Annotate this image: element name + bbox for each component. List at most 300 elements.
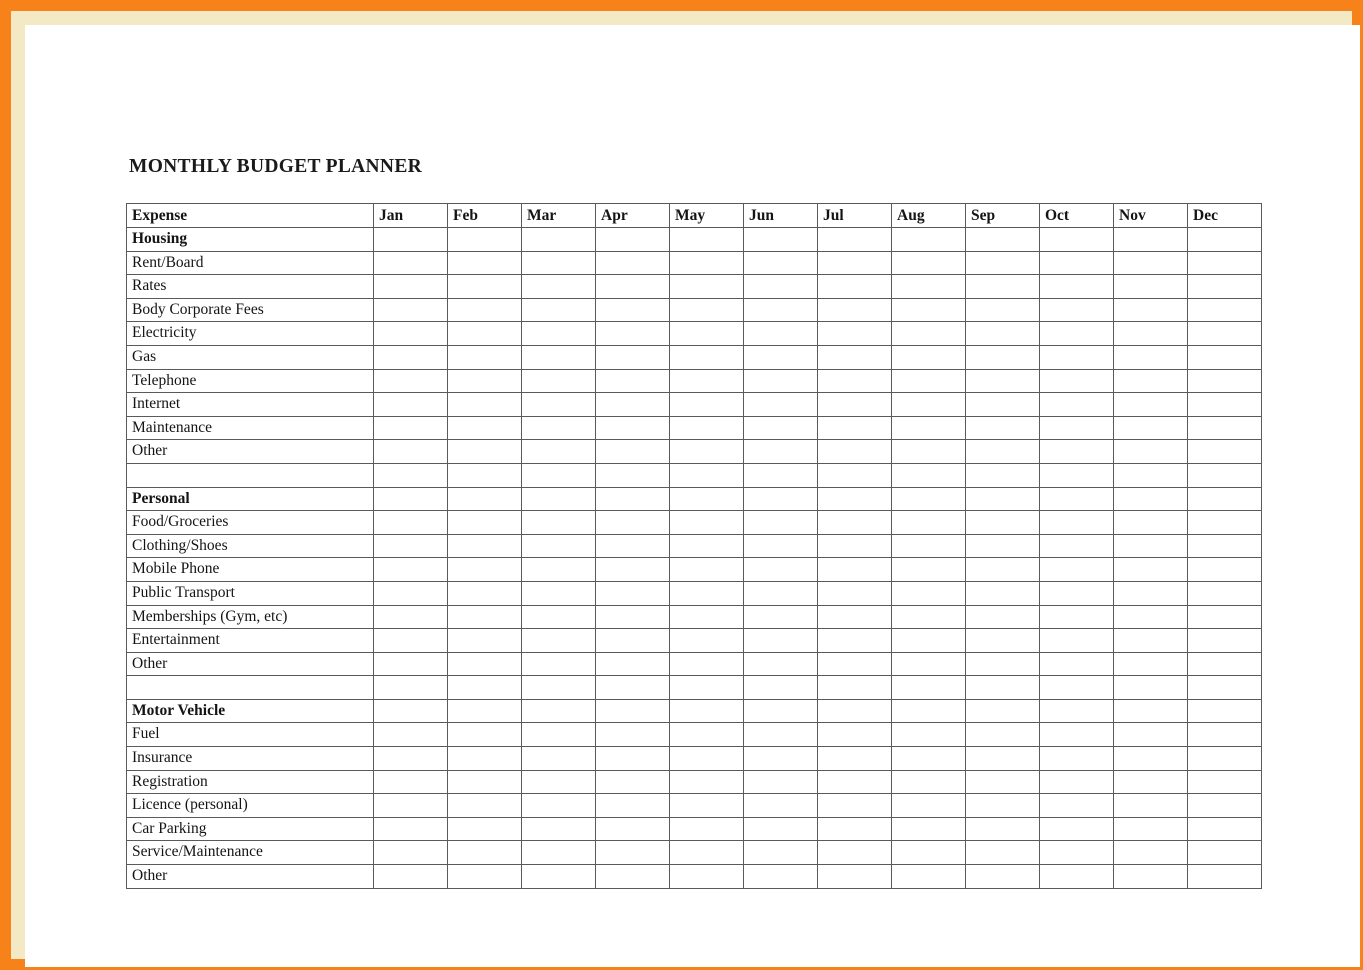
amount-cell-may[interactable]: [670, 393, 744, 417]
amount-cell-mar[interactable]: [522, 581, 596, 605]
amount-cell-apr[interactable]: [596, 747, 670, 771]
amount-cell-mar[interactable]: [522, 463, 596, 487]
amount-cell-may[interactable]: [670, 629, 744, 653]
amount-cell-oct[interactable]: [1040, 251, 1114, 275]
amount-cell-apr[interactable]: [596, 699, 670, 723]
amount-cell-may[interactable]: [670, 817, 744, 841]
amount-cell-sep[interactable]: [966, 676, 1040, 700]
amount-cell-dec[interactable]: [1188, 345, 1262, 369]
amount-cell-feb[interactable]: [448, 770, 522, 794]
amount-cell-mar[interactable]: [522, 699, 596, 723]
amount-cell-mar[interactable]: [522, 865, 596, 889]
amount-cell-may[interactable]: [670, 605, 744, 629]
amount-cell-nov[interactable]: [1114, 652, 1188, 676]
amount-cell-oct[interactable]: [1040, 794, 1114, 818]
amount-cell-jun[interactable]: [744, 487, 818, 511]
amount-cell-nov[interactable]: [1114, 817, 1188, 841]
amount-cell-aug[interactable]: [892, 511, 966, 535]
amount-cell-apr[interactable]: [596, 629, 670, 653]
amount-cell-jan[interactable]: [374, 275, 448, 299]
amount-cell-nov[interactable]: [1114, 770, 1188, 794]
amount-cell-apr[interactable]: [596, 581, 670, 605]
amount-cell-may[interactable]: [670, 558, 744, 582]
amount-cell-aug[interactable]: [892, 345, 966, 369]
amount-cell-sep[interactable]: [966, 629, 1040, 653]
amount-cell-jan[interactable]: [374, 463, 448, 487]
amount-cell-apr[interactable]: [596, 558, 670, 582]
amount-cell-mar[interactable]: [522, 345, 596, 369]
amount-cell-jun[interactable]: [744, 605, 818, 629]
amount-cell-jan[interactable]: [374, 841, 448, 865]
amount-cell-apr[interactable]: [596, 676, 670, 700]
amount-cell-mar[interactable]: [522, 275, 596, 299]
amount-cell-apr[interactable]: [596, 251, 670, 275]
amount-cell-aug[interactable]: [892, 676, 966, 700]
amount-cell-oct[interactable]: [1040, 228, 1114, 252]
amount-cell-apr[interactable]: [596, 369, 670, 393]
amount-cell-nov[interactable]: [1114, 747, 1188, 771]
amount-cell-jun[interactable]: [744, 865, 818, 889]
amount-cell-oct[interactable]: [1040, 629, 1114, 653]
amount-cell-aug[interactable]: [892, 605, 966, 629]
amount-cell-jun[interactable]: [744, 723, 818, 747]
amount-cell-jun[interactable]: [744, 463, 818, 487]
amount-cell-dec[interactable]: [1188, 558, 1262, 582]
amount-cell-jun[interactable]: [744, 747, 818, 771]
amount-cell-nov[interactable]: [1114, 581, 1188, 605]
amount-cell-jan[interactable]: [374, 723, 448, 747]
amount-cell-mar[interactable]: [522, 817, 596, 841]
amount-cell-may[interactable]: [670, 699, 744, 723]
amount-cell-dec[interactable]: [1188, 298, 1262, 322]
amount-cell-aug[interactable]: [892, 487, 966, 511]
amount-cell-dec[interactable]: [1188, 369, 1262, 393]
amount-cell-nov[interactable]: [1114, 393, 1188, 417]
amount-cell-aug[interactable]: [892, 865, 966, 889]
amount-cell-may[interactable]: [670, 440, 744, 464]
amount-cell-sep[interactable]: [966, 699, 1040, 723]
amount-cell-jul[interactable]: [818, 747, 892, 771]
amount-cell-jun[interactable]: [744, 699, 818, 723]
amount-cell-mar[interactable]: [522, 228, 596, 252]
amount-cell-apr[interactable]: [596, 440, 670, 464]
amount-cell-feb[interactable]: [448, 629, 522, 653]
amount-cell-jul[interactable]: [818, 511, 892, 535]
amount-cell-sep[interactable]: [966, 275, 1040, 299]
amount-cell-sep[interactable]: [966, 322, 1040, 346]
amount-cell-sep[interactable]: [966, 440, 1040, 464]
amount-cell-jun[interactable]: [744, 393, 818, 417]
amount-cell-apr[interactable]: [596, 534, 670, 558]
amount-cell-apr[interactable]: [596, 865, 670, 889]
amount-cell-dec[interactable]: [1188, 511, 1262, 535]
amount-cell-jan[interactable]: [374, 676, 448, 700]
amount-cell-aug[interactable]: [892, 393, 966, 417]
amount-cell-mar[interactable]: [522, 534, 596, 558]
amount-cell-sep[interactable]: [966, 487, 1040, 511]
amount-cell-nov[interactable]: [1114, 228, 1188, 252]
amount-cell-mar[interactable]: [522, 629, 596, 653]
amount-cell-mar[interactable]: [522, 393, 596, 417]
amount-cell-mar[interactable]: [522, 322, 596, 346]
amount-cell-nov[interactable]: [1114, 298, 1188, 322]
amount-cell-dec[interactable]: [1188, 251, 1262, 275]
amount-cell-apr[interactable]: [596, 841, 670, 865]
amount-cell-jun[interactable]: [744, 440, 818, 464]
amount-cell-aug[interactable]: [892, 322, 966, 346]
amount-cell-dec[interactable]: [1188, 416, 1262, 440]
amount-cell-jan[interactable]: [374, 416, 448, 440]
amount-cell-jan[interactable]: [374, 298, 448, 322]
amount-cell-sep[interactable]: [966, 558, 1040, 582]
amount-cell-feb[interactable]: [448, 440, 522, 464]
amount-cell-apr[interactable]: [596, 298, 670, 322]
amount-cell-jul[interactable]: [818, 629, 892, 653]
amount-cell-may[interactable]: [670, 723, 744, 747]
amount-cell-oct[interactable]: [1040, 511, 1114, 535]
amount-cell-dec[interactable]: [1188, 865, 1262, 889]
amount-cell-aug[interactable]: [892, 770, 966, 794]
amount-cell-mar[interactable]: [522, 487, 596, 511]
amount-cell-jun[interactable]: [744, 652, 818, 676]
amount-cell-jun[interactable]: [744, 770, 818, 794]
amount-cell-nov[interactable]: [1114, 275, 1188, 299]
amount-cell-dec[interactable]: [1188, 534, 1262, 558]
amount-cell-aug[interactable]: [892, 794, 966, 818]
amount-cell-mar[interactable]: [522, 841, 596, 865]
amount-cell-jun[interactable]: [744, 676, 818, 700]
amount-cell-feb[interactable]: [448, 345, 522, 369]
amount-cell-jun[interactable]: [744, 369, 818, 393]
amount-cell-aug[interactable]: [892, 440, 966, 464]
amount-cell-dec[interactable]: [1188, 487, 1262, 511]
amount-cell-jul[interactable]: [818, 393, 892, 417]
amount-cell-nov[interactable]: [1114, 416, 1188, 440]
amount-cell-jun[interactable]: [744, 511, 818, 535]
amount-cell-sep[interactable]: [966, 511, 1040, 535]
amount-cell-sep[interactable]: [966, 723, 1040, 747]
amount-cell-jul[interactable]: [818, 676, 892, 700]
amount-cell-jan[interactable]: [374, 251, 448, 275]
amount-cell-dec[interactable]: [1188, 817, 1262, 841]
amount-cell-sep[interactable]: [966, 534, 1040, 558]
amount-cell-dec[interactable]: [1188, 228, 1262, 252]
amount-cell-mar[interactable]: [522, 723, 596, 747]
amount-cell-may[interactable]: [670, 676, 744, 700]
amount-cell-jan[interactable]: [374, 534, 448, 558]
amount-cell-sep[interactable]: [966, 228, 1040, 252]
amount-cell-feb[interactable]: [448, 723, 522, 747]
amount-cell-apr[interactable]: [596, 416, 670, 440]
amount-cell-sep[interactable]: [966, 581, 1040, 605]
amount-cell-dec[interactable]: [1188, 393, 1262, 417]
amount-cell-oct[interactable]: [1040, 699, 1114, 723]
amount-cell-oct[interactable]: [1040, 747, 1114, 771]
amount-cell-jul[interactable]: [818, 817, 892, 841]
amount-cell-dec[interactable]: [1188, 581, 1262, 605]
amount-cell-may[interactable]: [670, 463, 744, 487]
amount-cell-dec[interactable]: [1188, 322, 1262, 346]
amount-cell-jan[interactable]: [374, 440, 448, 464]
amount-cell-feb[interactable]: [448, 416, 522, 440]
amount-cell-jul[interactable]: [818, 770, 892, 794]
amount-cell-may[interactable]: [670, 322, 744, 346]
amount-cell-nov[interactable]: [1114, 534, 1188, 558]
amount-cell-nov[interactable]: [1114, 251, 1188, 275]
amount-cell-apr[interactable]: [596, 275, 670, 299]
amount-cell-oct[interactable]: [1040, 581, 1114, 605]
amount-cell-dec[interactable]: [1188, 794, 1262, 818]
amount-cell-oct[interactable]: [1040, 416, 1114, 440]
amount-cell-aug[interactable]: [892, 652, 966, 676]
amount-cell-may[interactable]: [670, 369, 744, 393]
amount-cell-aug[interactable]: [892, 629, 966, 653]
amount-cell-aug[interactable]: [892, 228, 966, 252]
amount-cell-oct[interactable]: [1040, 322, 1114, 346]
amount-cell-jan[interactable]: [374, 228, 448, 252]
amount-cell-jul[interactable]: [818, 723, 892, 747]
amount-cell-oct[interactable]: [1040, 298, 1114, 322]
amount-cell-mar[interactable]: [522, 558, 596, 582]
amount-cell-aug[interactable]: [892, 841, 966, 865]
amount-cell-aug[interactable]: [892, 723, 966, 747]
amount-cell-jan[interactable]: [374, 770, 448, 794]
amount-cell-oct[interactable]: [1040, 275, 1114, 299]
amount-cell-oct[interactable]: [1040, 393, 1114, 417]
amount-cell-jul[interactable]: [818, 534, 892, 558]
amount-cell-aug[interactable]: [892, 369, 966, 393]
amount-cell-mar[interactable]: [522, 605, 596, 629]
amount-cell-nov[interactable]: [1114, 558, 1188, 582]
amount-cell-apr[interactable]: [596, 322, 670, 346]
amount-cell-jun[interactable]: [744, 298, 818, 322]
amount-cell-jun[interactable]: [744, 322, 818, 346]
amount-cell-mar[interactable]: [522, 747, 596, 771]
amount-cell-apr[interactable]: [596, 463, 670, 487]
amount-cell-jul[interactable]: [818, 322, 892, 346]
amount-cell-jun[interactable]: [744, 794, 818, 818]
amount-cell-oct[interactable]: [1040, 345, 1114, 369]
amount-cell-mar[interactable]: [522, 298, 596, 322]
amount-cell-feb[interactable]: [448, 369, 522, 393]
amount-cell-jun[interactable]: [744, 275, 818, 299]
amount-cell-oct[interactable]: [1040, 534, 1114, 558]
amount-cell-nov[interactable]: [1114, 440, 1188, 464]
amount-cell-feb[interactable]: [448, 322, 522, 346]
amount-cell-oct[interactable]: [1040, 440, 1114, 464]
amount-cell-jan[interactable]: [374, 345, 448, 369]
amount-cell-oct[interactable]: [1040, 770, 1114, 794]
amount-cell-apr[interactable]: [596, 511, 670, 535]
amount-cell-apr[interactable]: [596, 794, 670, 818]
amount-cell-jul[interactable]: [818, 841, 892, 865]
amount-cell-dec[interactable]: [1188, 770, 1262, 794]
amount-cell-jun[interactable]: [744, 534, 818, 558]
amount-cell-jul[interactable]: [818, 369, 892, 393]
amount-cell-sep[interactable]: [966, 393, 1040, 417]
amount-cell-nov[interactable]: [1114, 629, 1188, 653]
amount-cell-aug[interactable]: [892, 251, 966, 275]
amount-cell-dec[interactable]: [1188, 747, 1262, 771]
amount-cell-jul[interactable]: [818, 487, 892, 511]
amount-cell-sep[interactable]: [966, 770, 1040, 794]
amount-cell-jan[interactable]: [374, 747, 448, 771]
amount-cell-feb[interactable]: [448, 463, 522, 487]
amount-cell-jun[interactable]: [744, 629, 818, 653]
amount-cell-jan[interactable]: [374, 865, 448, 889]
amount-cell-may[interactable]: [670, 487, 744, 511]
amount-cell-mar[interactable]: [522, 440, 596, 464]
amount-cell-aug[interactable]: [892, 534, 966, 558]
amount-cell-aug[interactable]: [892, 817, 966, 841]
amount-cell-sep[interactable]: [966, 251, 1040, 275]
amount-cell-aug[interactable]: [892, 558, 966, 582]
amount-cell-mar[interactable]: [522, 251, 596, 275]
amount-cell-oct[interactable]: [1040, 369, 1114, 393]
amount-cell-feb[interactable]: [448, 841, 522, 865]
amount-cell-mar[interactable]: [522, 676, 596, 700]
amount-cell-nov[interactable]: [1114, 511, 1188, 535]
amount-cell-may[interactable]: [670, 275, 744, 299]
amount-cell-feb[interactable]: [448, 534, 522, 558]
amount-cell-jul[interactable]: [818, 558, 892, 582]
amount-cell-jul[interactable]: [818, 699, 892, 723]
amount-cell-apr[interactable]: [596, 770, 670, 794]
amount-cell-sep[interactable]: [966, 865, 1040, 889]
amount-cell-jan[interactable]: [374, 581, 448, 605]
amount-cell-feb[interactable]: [448, 699, 522, 723]
amount-cell-nov[interactable]: [1114, 841, 1188, 865]
amount-cell-oct[interactable]: [1040, 723, 1114, 747]
amount-cell-jun[interactable]: [744, 416, 818, 440]
amount-cell-sep[interactable]: [966, 298, 1040, 322]
amount-cell-dec[interactable]: [1188, 629, 1262, 653]
amount-cell-apr[interactable]: [596, 228, 670, 252]
amount-cell-mar[interactable]: [522, 770, 596, 794]
amount-cell-dec[interactable]: [1188, 699, 1262, 723]
amount-cell-feb[interactable]: [448, 393, 522, 417]
amount-cell-apr[interactable]: [596, 817, 670, 841]
amount-cell-jan[interactable]: [374, 817, 448, 841]
amount-cell-feb[interactable]: [448, 605, 522, 629]
amount-cell-may[interactable]: [670, 534, 744, 558]
amount-cell-may[interactable]: [670, 770, 744, 794]
amount-cell-nov[interactable]: [1114, 676, 1188, 700]
amount-cell-jul[interactable]: [818, 228, 892, 252]
amount-cell-nov[interactable]: [1114, 345, 1188, 369]
amount-cell-jul[interactable]: [818, 298, 892, 322]
amount-cell-feb[interactable]: [448, 581, 522, 605]
amount-cell-feb[interactable]: [448, 275, 522, 299]
amount-cell-mar[interactable]: [522, 652, 596, 676]
amount-cell-jul[interactable]: [818, 440, 892, 464]
amount-cell-may[interactable]: [670, 251, 744, 275]
amount-cell-nov[interactable]: [1114, 605, 1188, 629]
amount-cell-dec[interactable]: [1188, 463, 1262, 487]
amount-cell-jan[interactable]: [374, 605, 448, 629]
amount-cell-jun[interactable]: [744, 228, 818, 252]
amount-cell-feb[interactable]: [448, 652, 522, 676]
amount-cell-may[interactable]: [670, 581, 744, 605]
amount-cell-apr[interactable]: [596, 605, 670, 629]
amount-cell-sep[interactable]: [966, 841, 1040, 865]
amount-cell-oct[interactable]: [1040, 865, 1114, 889]
amount-cell-sep[interactable]: [966, 817, 1040, 841]
amount-cell-oct[interactable]: [1040, 676, 1114, 700]
amount-cell-sep[interactable]: [966, 794, 1040, 818]
amount-cell-dec[interactable]: [1188, 841, 1262, 865]
amount-cell-jul[interactable]: [818, 463, 892, 487]
amount-cell-jul[interactable]: [818, 416, 892, 440]
amount-cell-feb[interactable]: [448, 676, 522, 700]
amount-cell-mar[interactable]: [522, 369, 596, 393]
amount-cell-jan[interactable]: [374, 629, 448, 653]
amount-cell-oct[interactable]: [1040, 817, 1114, 841]
amount-cell-sep[interactable]: [966, 463, 1040, 487]
amount-cell-nov[interactable]: [1114, 369, 1188, 393]
amount-cell-mar[interactable]: [522, 511, 596, 535]
amount-cell-jun[interactable]: [744, 581, 818, 605]
amount-cell-aug[interactable]: [892, 747, 966, 771]
amount-cell-aug[interactable]: [892, 581, 966, 605]
amount-cell-dec[interactable]: [1188, 676, 1262, 700]
amount-cell-aug[interactable]: [892, 463, 966, 487]
amount-cell-may[interactable]: [670, 747, 744, 771]
amount-cell-feb[interactable]: [448, 251, 522, 275]
amount-cell-sep[interactable]: [966, 605, 1040, 629]
amount-cell-apr[interactable]: [596, 723, 670, 747]
amount-cell-nov[interactable]: [1114, 699, 1188, 723]
amount-cell-sep[interactable]: [966, 416, 1040, 440]
amount-cell-feb[interactable]: [448, 487, 522, 511]
amount-cell-aug[interactable]: [892, 699, 966, 723]
amount-cell-jan[interactable]: [374, 393, 448, 417]
amount-cell-mar[interactable]: [522, 416, 596, 440]
amount-cell-feb[interactable]: [448, 747, 522, 771]
amount-cell-oct[interactable]: [1040, 463, 1114, 487]
amount-cell-nov[interactable]: [1114, 487, 1188, 511]
amount-cell-aug[interactable]: [892, 275, 966, 299]
amount-cell-jul[interactable]: [818, 345, 892, 369]
amount-cell-apr[interactable]: [596, 393, 670, 417]
amount-cell-jun[interactable]: [744, 558, 818, 582]
amount-cell-jul[interactable]: [818, 275, 892, 299]
amount-cell-aug[interactable]: [892, 298, 966, 322]
amount-cell-feb[interactable]: [448, 794, 522, 818]
amount-cell-may[interactable]: [670, 228, 744, 252]
amount-cell-jan[interactable]: [374, 652, 448, 676]
amount-cell-dec[interactable]: [1188, 652, 1262, 676]
amount-cell-nov[interactable]: [1114, 723, 1188, 747]
amount-cell-jun[interactable]: [744, 251, 818, 275]
amount-cell-apr[interactable]: [596, 652, 670, 676]
amount-cell-feb[interactable]: [448, 298, 522, 322]
amount-cell-nov[interactable]: [1114, 322, 1188, 346]
amount-cell-may[interactable]: [670, 298, 744, 322]
amount-cell-feb[interactable]: [448, 817, 522, 841]
amount-cell-feb[interactable]: [448, 865, 522, 889]
amount-cell-mar[interactable]: [522, 794, 596, 818]
amount-cell-may[interactable]: [670, 652, 744, 676]
amount-cell-jun[interactable]: [744, 841, 818, 865]
amount-cell-feb[interactable]: [448, 558, 522, 582]
amount-cell-sep[interactable]: [966, 652, 1040, 676]
amount-cell-jul[interactable]: [818, 581, 892, 605]
amount-cell-may[interactable]: [670, 416, 744, 440]
amount-cell-sep[interactable]: [966, 369, 1040, 393]
amount-cell-may[interactable]: [670, 841, 744, 865]
amount-cell-dec[interactable]: [1188, 723, 1262, 747]
